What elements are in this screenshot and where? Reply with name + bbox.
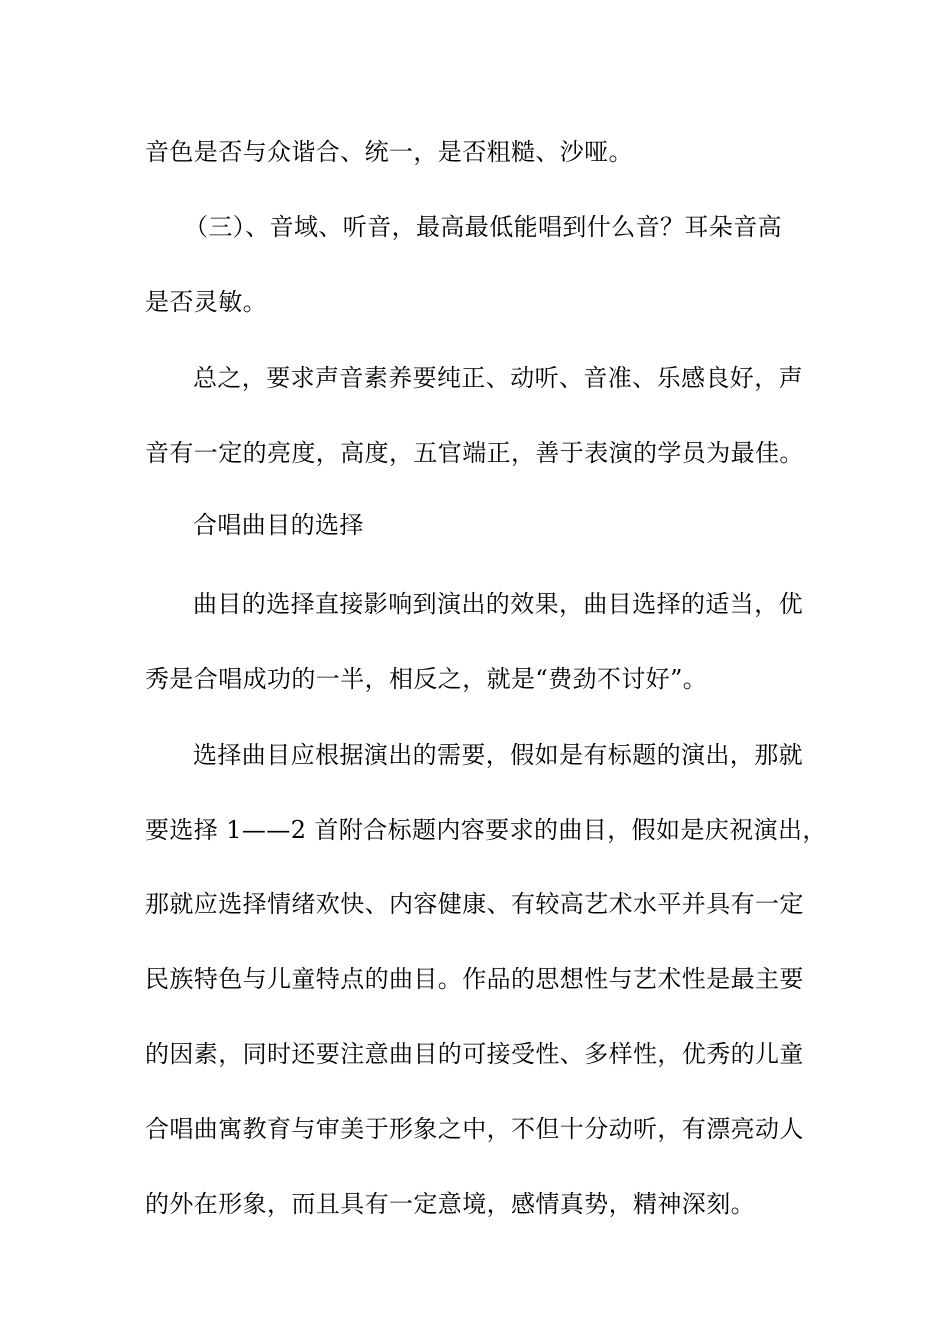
paragraph-first-line: 总之，要求声音素养要纯正、动听、音准、乐感良好，声: [193, 364, 803, 392]
text-line: 是否灵敏。: [145, 288, 267, 316]
text-line: 那就应选择情绪欢快、内容健康、有较高艺术水平并具有一定: [145, 890, 804, 918]
section-title: 合唱曲目的选择: [193, 511, 364, 539]
text-line: 要选择 1——2 首附合标题内容要求的曲目，假如是庆祝演出，: [145, 816, 827, 844]
paragraph-first-line: 选择曲目应根据演出的需要，假如是有标题的演出，那就: [193, 741, 803, 769]
section-heading-line: （三）、音域、听音，最高最低能唱到什么音？耳朵音高: [184, 213, 782, 241]
text-line: 的因素，同时还要注意曲目的可接受性、多样性，优秀的儿童: [145, 1040, 804, 1068]
text-line: 民族特色与儿童特点的曲目。作品的思想性与艺术性是最主要: [145, 965, 804, 993]
text-line: 秀是合唱成功的一半，相反之，就是“费劲不讨好”。: [145, 665, 708, 693]
text-line: 音有一定的亮度，高度，五官端正，善于表演的学员为最佳。: [145, 439, 804, 467]
text-line: 的外在形象，而且具有一定意境，感情真势，精神深刻。: [145, 1190, 755, 1218]
text-line: 合唱曲寓教育与审美于形象之中，不但十分动听，有漂亮动人: [145, 1115, 804, 1143]
text-line: 音色是否与众谐合、统一，是否粗糙、沙哑。: [145, 138, 633, 166]
paragraph-first-line: 曲目的选择直接影响到演出的效果，曲目选择的适当，优: [193, 590, 803, 618]
